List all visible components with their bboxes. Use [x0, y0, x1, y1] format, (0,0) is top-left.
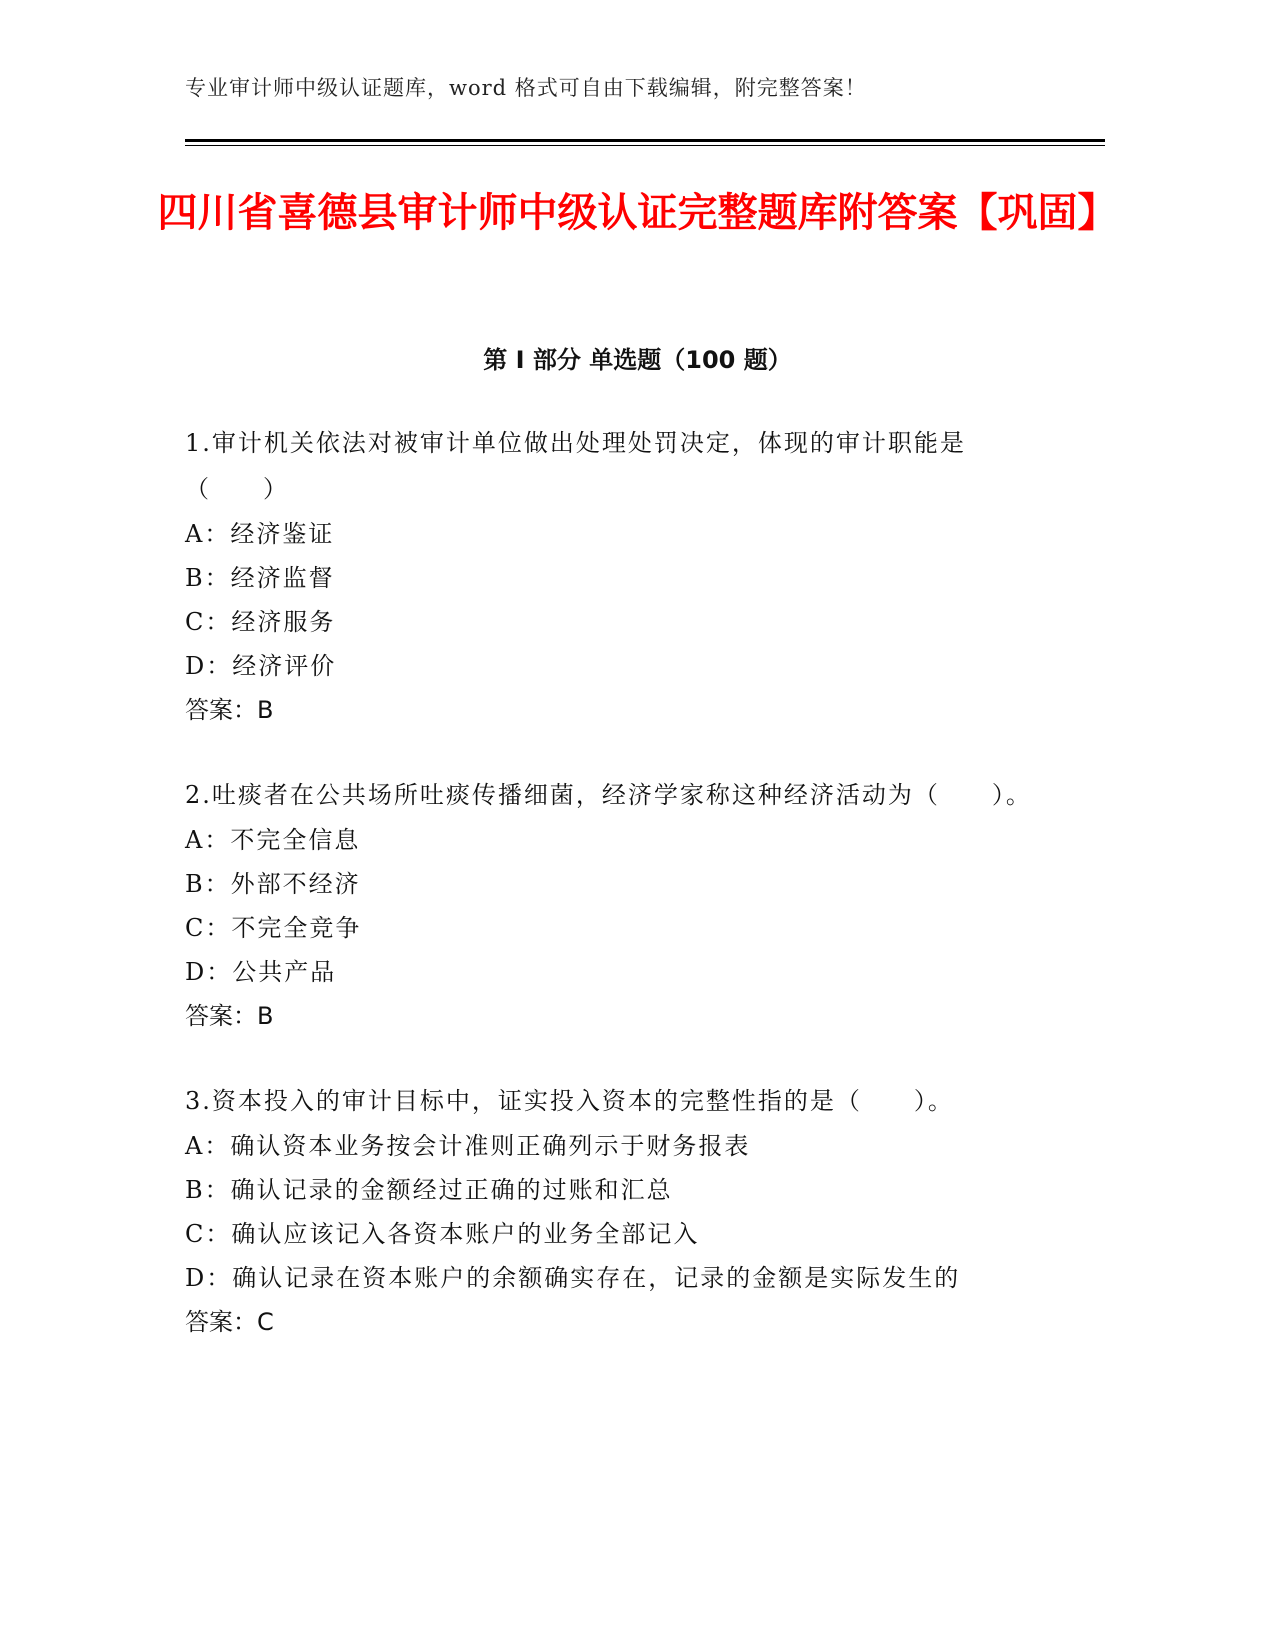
question-3: [185, 1078, 1045, 1344]
option-d: D：公共产品: [185, 958, 337, 986]
option-b: B：确认记录的金额经过正确的过账和汇总: [185, 1176, 673, 1204]
header-divider-thin: [185, 145, 1105, 146]
answer: 答案：B: [185, 696, 274, 724]
option-a: A：不完全信息: [185, 826, 361, 854]
document-title: 四川省喜德县审计师中级认证完整题库附答案【巩固】: [157, 190, 1118, 236]
section-title: 第 I 部分 单选题（100 题）: [483, 346, 792, 374]
answer: 答案：C: [185, 1308, 274, 1336]
option-c: C：确认应该记入各资本账户的业务全部记入: [185, 1220, 700, 1248]
option-c: C：不完全竞争: [185, 914, 362, 942]
question-stem: 1.审计机关依法对被审计单位做出处理处罚决定，体现的审计职能是（ ）: [185, 429, 966, 503]
option-a: A：确认资本业务按会计准则正确列示于财务报表: [185, 1132, 751, 1160]
question-1: [185, 420, 1045, 732]
question-list: [185, 420, 1045, 1384]
question-stem: 2.吐痰者在公共场所吐痰传播细菌，经济学家称这种经济活动为（ ）。: [185, 781, 1032, 809]
option-b: B：经济监督: [185, 564, 335, 592]
option-d: D：确认记录在资本账户的余额确实存在，记录的金额是实际发生的: [185, 1264, 961, 1292]
header-note: 专业审计师中级认证题库，word 格式可自由下载编辑，附完整答案！: [185, 76, 867, 100]
answer: 答案：B: [185, 1002, 274, 1030]
question-2: [185, 772, 1045, 1038]
option-c: C：经济服务: [185, 608, 336, 636]
header-divider-thick: [185, 139, 1105, 142]
question-stem: 3.资本投入的审计目标中，证实投入资本的完整性指的是（ ）。: [185, 1087, 954, 1115]
option-a: A：经济鉴证: [185, 520, 335, 548]
option-b: B：外部不经济: [185, 870, 361, 898]
option-d: D：经济评价: [185, 652, 337, 680]
